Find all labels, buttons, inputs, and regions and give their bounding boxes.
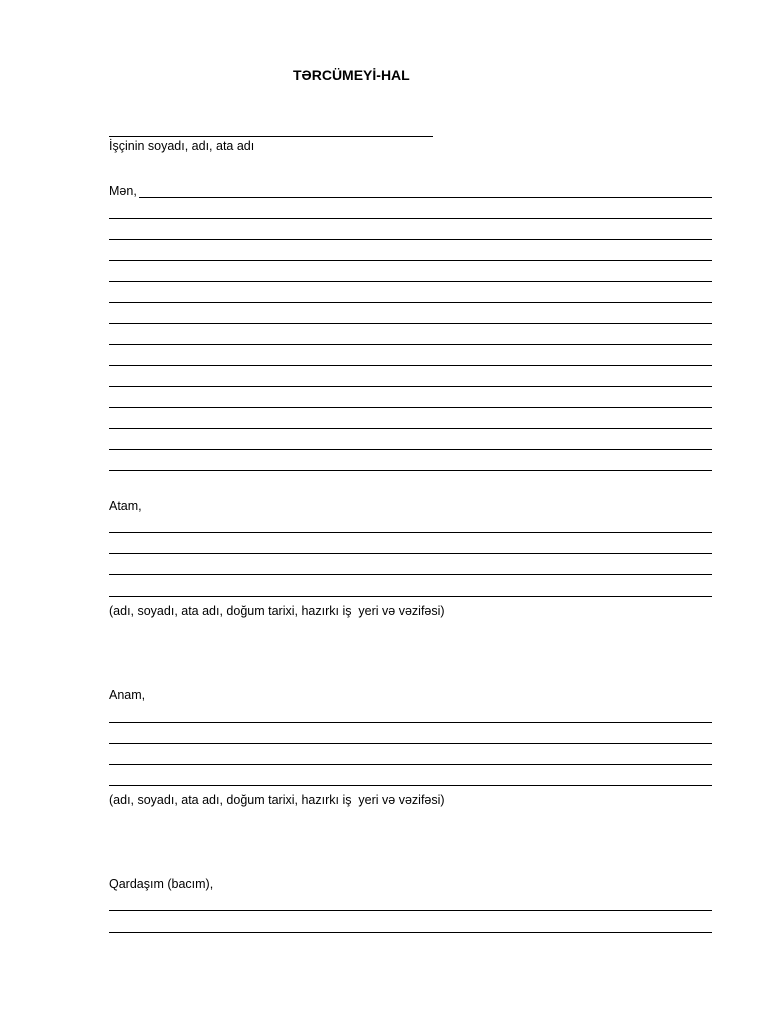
self-line[interactable] (109, 449, 712, 450)
father-line[interactable] (109, 596, 712, 597)
self-line[interactable] (109, 428, 712, 429)
mother-label: Anam, (109, 688, 146, 702)
father-line[interactable] (109, 532, 712, 533)
mother-line[interactable] (109, 764, 712, 765)
employee-name-line[interactable] (109, 136, 433, 137)
page-title: TƏRCÜMEYİ-HAL (293, 67, 410, 83)
self-line[interactable] (109, 344, 712, 345)
mother-line[interactable] (109, 722, 712, 723)
sibling-line[interactable] (109, 932, 712, 933)
sibling-line[interactable] (109, 910, 712, 911)
father-line[interactable] (109, 553, 712, 554)
mother-line[interactable] (109, 785, 712, 786)
father-hint: (adı, soyadı, ata adı, doğum tarixi, hazırkı iş yeri və vəzifəsi) (109, 604, 445, 618)
self-line[interactable] (109, 302, 712, 303)
self-line[interactable] (109, 407, 712, 408)
self-line[interactable] (109, 323, 712, 324)
self-line[interactable] (109, 470, 712, 471)
self-label: Mən, (109, 184, 137, 198)
father-line[interactable] (109, 574, 712, 575)
self-line[interactable] (109, 365, 712, 366)
self-line[interactable] (109, 218, 712, 219)
self-line[interactable] (109, 260, 712, 261)
father-label: Atam, (109, 499, 142, 513)
self-first-line[interactable] (139, 197, 712, 198)
mother-line[interactable] (109, 743, 712, 744)
employee-name-caption: İşçinin soyadı, adı, ata adı (109, 139, 255, 153)
mother-hint: (adı, soyadı, ata adı, doğum tarixi, hazırkı iş yeri və vəzifəsi) (109, 793, 445, 807)
self-line[interactable] (109, 239, 712, 240)
sibling-label: Qardaşım (bacım), (109, 877, 214, 891)
self-line[interactable] (109, 281, 712, 282)
self-line[interactable] (109, 386, 712, 387)
